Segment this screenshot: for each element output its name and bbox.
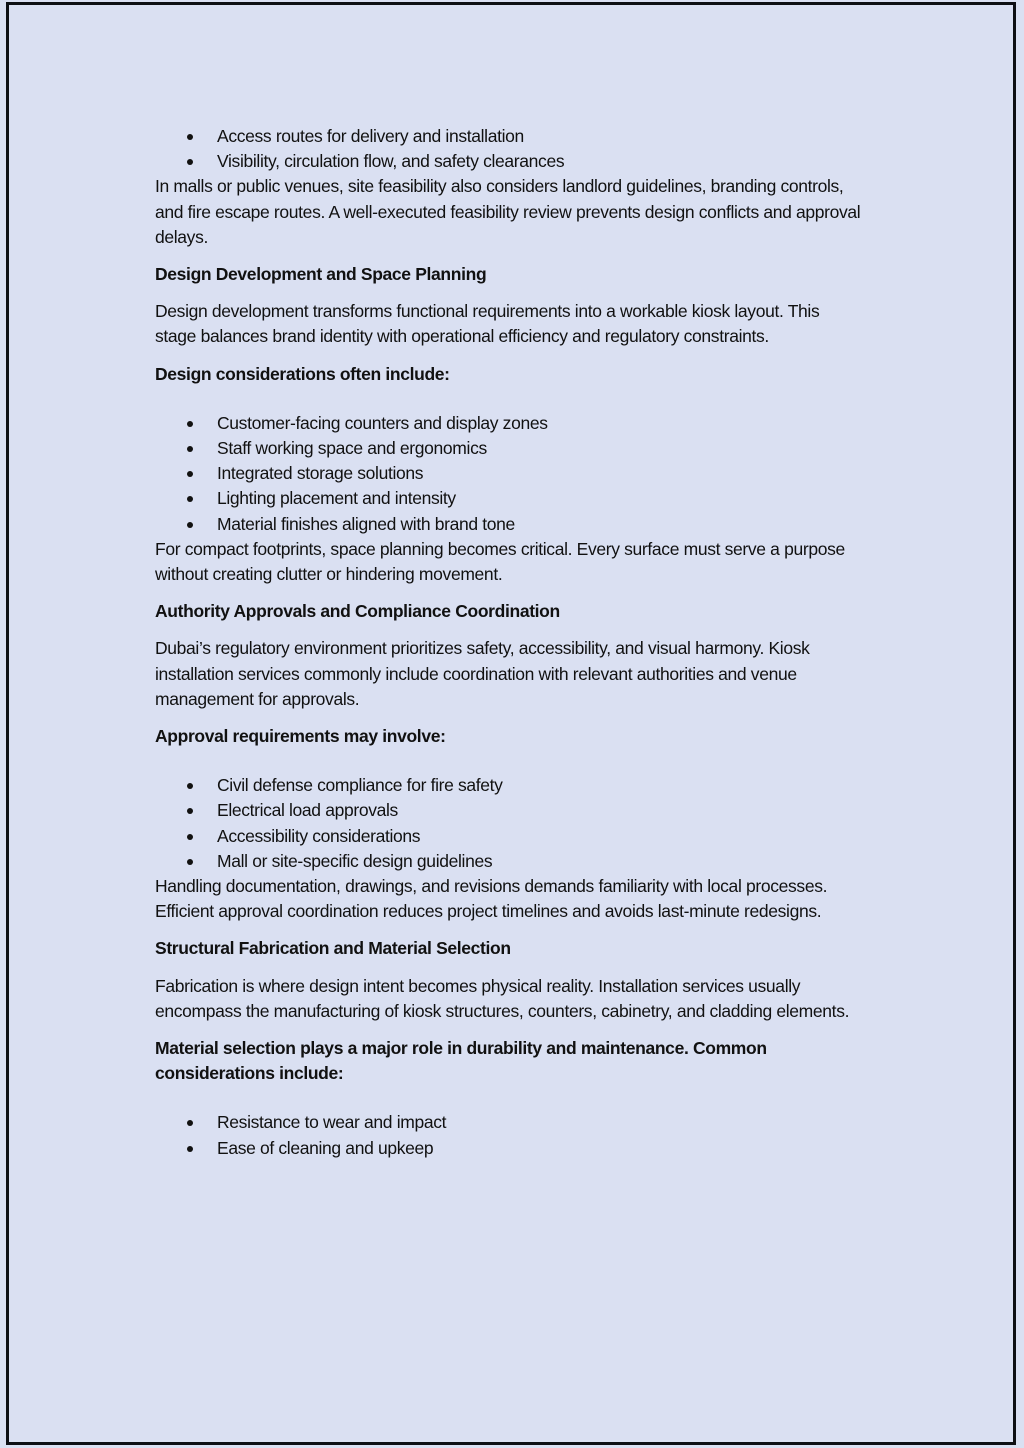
design-paragraph: Design development transforms functional requirements into a workable kiosk layout. This stage balances brand identity with operational efficiency and regulatory constraints. [155, 301, 820, 347]
bullet-icon [187, 808, 193, 814]
design-subheading: Design considerations often include: [155, 363, 450, 384]
intro-bullet-list [155, 124, 867, 174]
section-heading-fabrication: Structural Fabrication and Material Selection [155, 938, 511, 959]
document-content [155, 124, 867, 1161]
intro-paragraph: In malls or public venues, site feasibility also considers landlord guidelines, branding controls, and fire escape routes. A well-executed feasibility review prevents design conflicts and approval delays. [155, 176, 861, 247]
list-item: Ease of cleaning and upkeep [155, 1136, 867, 1161]
list-item: Material finishes aligned with brand tone [155, 512, 867, 537]
bullet-icon [187, 134, 193, 140]
list-item: Accessibility considerations [155, 824, 867, 849]
bullet-icon [187, 159, 193, 165]
list-item: Resistance to wear and impact [155, 1110, 867, 1135]
approvals-paragraph: Dubai’s regulatory environment prioritizes safety, accessibility, and visual harmony. Kiosk installation services commonly include coordination with relevant authorities and venue management for approvals. [155, 638, 810, 709]
list-item: Mall or site-specific design guidelines [155, 849, 867, 874]
design-bullet-list [155, 411, 867, 537]
list-item: Civil defense compliance for fire safety [155, 773, 867, 798]
list-item: Access routes for delivery and installation [155, 124, 867, 149]
bullet-icon [187, 1120, 193, 1126]
bullet-icon [187, 421, 193, 427]
bullet-icon [187, 471, 193, 477]
fabrication-subheading: Material selection plays a major role in durability and maintenance. Common considerations include: [155, 1037, 767, 1084]
bullet-icon [187, 859, 193, 865]
approvals-closing-paragraph: Handling documentation, drawings, and revisions demands familiarity with local processes. Efficient approval coordination reduces project timelines and avoids last-minute redesigns. [155, 875, 828, 922]
list-item: Customer-facing counters and display zones [155, 411, 867, 436]
approvals-bullet-list [155, 773, 867, 874]
bullet-icon [187, 446, 193, 452]
list-item: Lighting placement and intensity [155, 486, 867, 511]
bullet-icon [187, 783, 193, 789]
bullet-icon [187, 1146, 193, 1152]
list-item: Integrated storage solutions [155, 461, 867, 486]
section-heading-design: Design Development and Space Planning [155, 263, 487, 284]
design-closing-paragraph: For compact footprints, space planning becomes critical. Every surface must serve a purpose without creating clutter or hindering movement. [155, 538, 845, 584]
bullet-icon [187, 834, 193, 840]
fabrication-paragraph: Fabrication is where design intent becomes physical reality. Installation services usually encompass the manufacturing of kiosk structures, counters, cabinetry, and cladding elements. [155, 975, 850, 1021]
fabrication-bullet-list [155, 1110, 867, 1160]
bullet-icon [187, 496, 193, 502]
bullet-icon [187, 522, 193, 528]
list-item: Visibility, circulation flow, and safety clearances [155, 149, 867, 174]
list-item: Electrical load approvals [155, 798, 867, 823]
list-item: Staff working space and ergonomics [155, 436, 867, 461]
approvals-subheading: Approval requirements may involve: [155, 725, 446, 746]
section-heading-approvals: Authority Approvals and Compliance Coordination [155, 601, 560, 622]
